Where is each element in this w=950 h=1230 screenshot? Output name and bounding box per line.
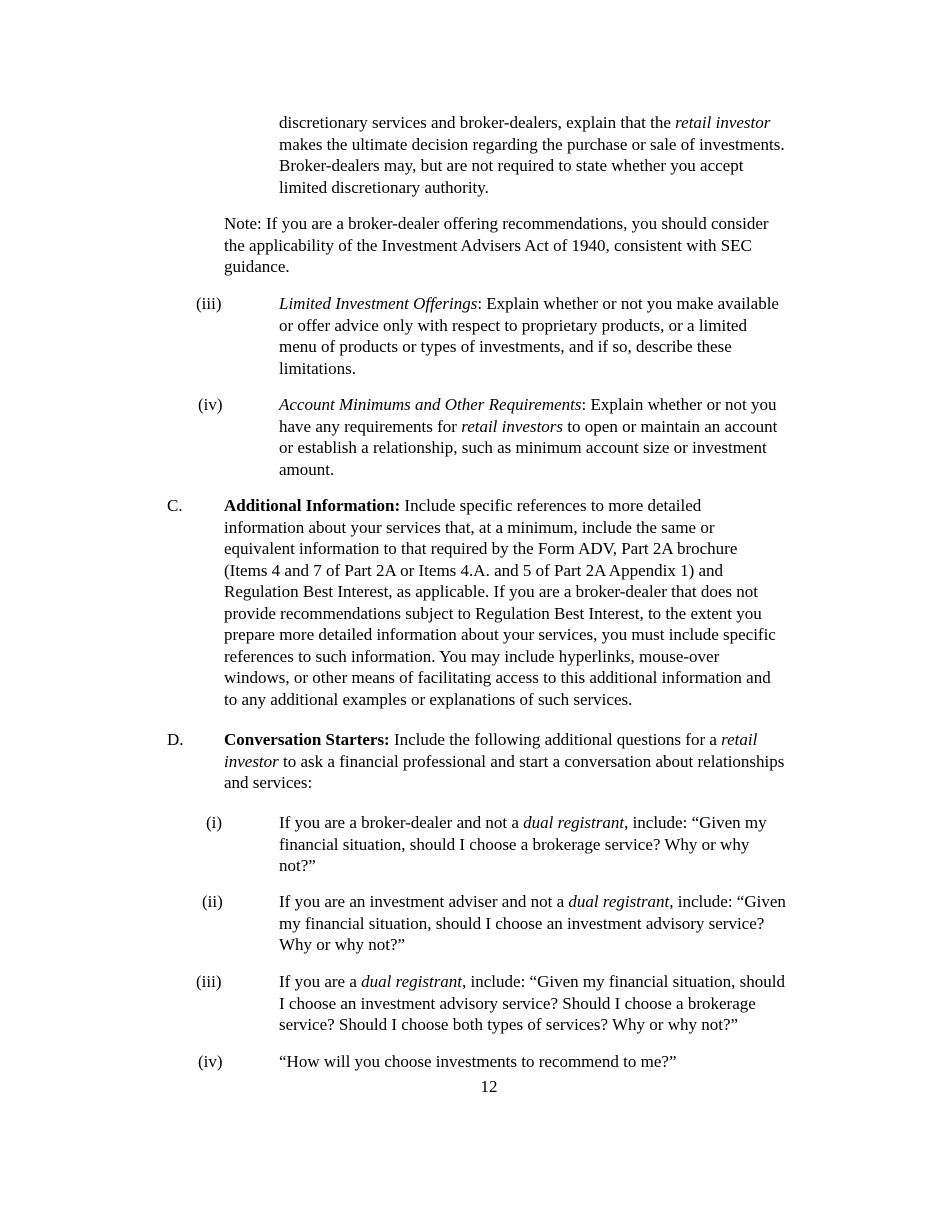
text-line: Broker-dealers may, but are not required to state whether you accept (279, 156, 744, 175)
item-marker: (iv) (198, 395, 223, 414)
defined-term: retail investor (675, 113, 771, 132)
section-marker: D. (167, 730, 184, 749)
text: If you are a (279, 972, 362, 991)
text-line: menu of products or types of investments, and if so, describe these (279, 337, 732, 356)
text: If you are an investment adviser and not a (279, 892, 569, 911)
text-line: references to such information. You may include hyperlinks, mouse-over (224, 646, 720, 666)
defined-term: dual registrant (568, 892, 670, 911)
text-line: limitations. (279, 358, 356, 378)
text-line: equivalent information to that required by the Form ADV, Part 2A brochure (224, 539, 738, 558)
text: to ask a financial professional and start a conversation about relationships (278, 751, 785, 771)
item-marker: (iii) (196, 294, 222, 313)
section-title: Additional Information: (224, 496, 401, 515)
text-line: information about your services that, at a minimum, include the same or (224, 517, 715, 537)
section-marker: C. (167, 496, 183, 515)
text-line: Note: If you are a broker-dealer offering recommendations, you should consider (224, 214, 769, 233)
text: discretionary services and broker-dealers, explain that the (279, 113, 676, 132)
item-title: Account Minimums and Other Requirements (279, 395, 582, 414)
item-marker: (iv) (198, 1052, 223, 1071)
text-line: my financial situation, should I choose an investment advisory service? (279, 913, 765, 933)
text: to open or maintain an account (563, 416, 778, 436)
defined-term: investor (224, 751, 279, 771)
defined-term: dual registrant (523, 813, 625, 832)
text: If you are a broker-dealer and not a (279, 813, 524, 832)
continuation-paragraph (279, 112, 785, 198)
text: : Explain whether or not you (581, 395, 777, 414)
text-line: and services: (224, 773, 313, 792)
text-line: provide recommendations subject to Regulation Best Interest, to the extent you (224, 603, 762, 623)
conversation-question-item (279, 1051, 677, 1073)
text-line: guidance. (224, 257, 290, 276)
text-line: Regulation Best Interest, as applicable. If you are a broker-dealer that does not (224, 582, 759, 601)
text-line: service? Should I choose both types of services? Why or why not?” (279, 1015, 739, 1034)
limited-investment-offerings-item (279, 293, 779, 379)
conversation-starters-section (224, 729, 784, 794)
item-marker: (ii) (202, 892, 223, 911)
text: , include: “Given my financial situation, should (462, 972, 785, 991)
item-marker: (i) (206, 813, 223, 832)
text-line: to any additional examples or explanations of such services. (224, 689, 633, 709)
text: Include the following additional questions for a (389, 730, 722, 749)
text: , include: “Given (669, 892, 786, 911)
defined-term: dual registrant (361, 972, 463, 991)
text-line: or offer advice only with respect to proprietary products, or a limited (279, 315, 747, 335)
text-line: amount. (279, 459, 335, 479)
account-minimums-item (279, 394, 777, 480)
page-number: 12 (480, 1077, 498, 1096)
defined-term: retail investors (461, 416, 564, 436)
text-line: makes the ultimate decision regarding the purchase or sale of investments. (279, 134, 785, 154)
note-paragraph (224, 213, 769, 278)
text-line: “How will you choose investments to recommend to me?” (279, 1052, 677, 1071)
conversation-question-item (279, 812, 767, 877)
section-title: Conversation Starters: (224, 730, 390, 749)
item-marker: (iii) (196, 972, 222, 991)
text: : Explain whether or not you make available (477, 294, 779, 313)
defined-term: retail (721, 730, 758, 749)
text-line: prepare more detailed information about your services, you must include specific (224, 625, 776, 644)
text-line: windows, or other means of facilitating access to this additional information and (224, 668, 771, 687)
text: Include specific references to more detailed (400, 496, 702, 515)
item-title: Limited Investment Offerings (279, 294, 478, 313)
text-line: (Items 4 and 7 of Part 2A or Items 4.A. and 5 of Part 2A Appendix 1) and (224, 560, 724, 580)
text-line: I choose an investment advisory service? Should I choose a brokerage (279, 993, 756, 1013)
text-line: or establish a relationship, such as minimum account size or investment (279, 438, 767, 457)
text-line: limited discretionary authority. (279, 177, 489, 197)
text-line: Why or why not?” (279, 935, 406, 954)
text: , include: “Given my (624, 813, 767, 832)
text-line: the applicability of the Investment Advisers Act of 1940, consistent with SEC (224, 235, 752, 255)
conversation-question-item (279, 891, 786, 956)
text: have any requirements for (279, 416, 462, 436)
text-line: not?” (279, 856, 316, 875)
conversation-question-item (279, 971, 785, 1036)
text-line: financial situation, should I choose a brokerage service? Why or why (279, 834, 750, 854)
additional-information-section (224, 495, 776, 710)
